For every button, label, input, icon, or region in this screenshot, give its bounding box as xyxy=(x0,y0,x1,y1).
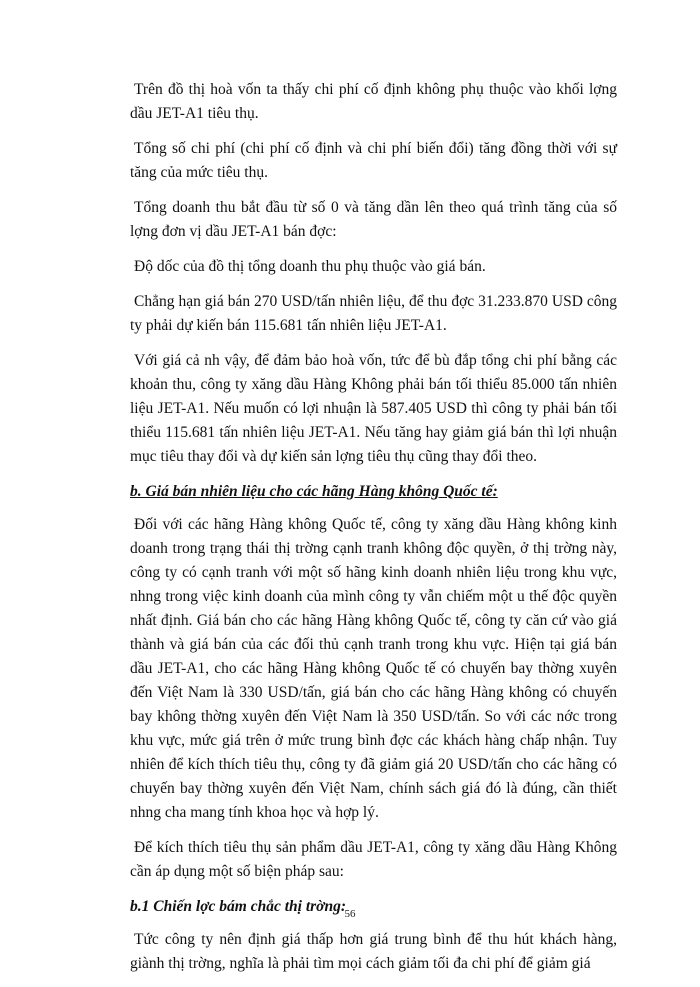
body-text xyxy=(130,78,617,987)
paragraph-example-price: Chẳng hạn giá bán 270 USD/tấn nhiên liệu, để thu đợc 31.233.870 USD công ty phải dự kiến bán 115.681 tấn nhiên liệu JET-A1. xyxy=(130,293,617,334)
paragraph-break-even-volume: Với giá cả nh vậy, để đảm bảo hoà vốn, tức để bù đắp tổng chi phí bằng các khoản thu, công ty xăng dầu Hàng Không phải bán tối thiểu 85.000 tấn nhiên liệu JET-A1. Nếu muốn có lợi nhuận là 587.405 USD thì công ty phải bán tối thiểu 115.681 tấn nhiên liệu JET-A1. Nếu tăng hay giảm giá bán thì lợi nhuận mục tiêu thay đổi và dự kiến sản lợng tiêu thụ cũng thay đổi theo. xyxy=(130,352,617,465)
paragraph-stimulate-consumption: Để kích thích tiêu thụ sản phẩm dầu JET-A1, công ty xăng dầu Hàng Không cần áp dụng một số biện pháp sau: xyxy=(130,839,617,880)
paragraph-total-revenue: Tổng doanh thu bắt đầu từ số 0 và tăng dần lên theo quá trình tăng của số lợng đơn vị dầu JET-A1 bán đợc: xyxy=(130,199,617,240)
paragraph-international-airlines: Đối với các hãng Hàng không Quốc tế, công ty xăng dầu Hàng không kinh doanh trong trạng thái thị trờng cạnh tranh không độc quyền, ở thị trờng này, công ty có cạnh tranh với một số hãng kinh doanh nhiên liệu trong khu vực, nhng trong việc kinh doanh của mình công ty vẫn chiếm một u thế độc quyền nhất định. Giá bán cho các hãng Hàng không Quốc tế, công ty căn cứ vào giá thành và giá bán của các đối thủ cạnh tranh trong khu vực. Hiện tại giá bán dầu JET-A1, cho các hãng Hàng không Quốc tế có chuyến bay thờng xuyên đến Việt Nam là 330 USD/tấn, giá bán cho các hãng Hàng không có chuyến bay không thờng xuyên đến Việt Nam là 350 USD/tấn. So với các nớc trong khu vực, mức giá trên ở mức trung bình đợc các khách hàng chấp nhận. Tuy nhiên để kích thích tiêu thụ, công ty đã giảm giá 20 USD/tấn cho các hãng có chuyến bay thờng xuyên đến Việt Nam, chính sách giá đó là đúng, cần thiết nhng cha mang tính khoa học và hợp lý. xyxy=(130,516,617,821)
paragraph-pricing-strategy: Tức công ty nên định giá thấp hơn giá trung bình để thu hút khách hàng, giành thị trờng, nghĩa là phải tìm mọi cách giảm tối đa chi phí để giảm giá xyxy=(130,931,617,972)
paragraph-total-cost: Tổng số chi phí (chi phí cố định và chi phí biến đổi) tăng đồng thời với sự tăng của mức tiêu thụ. xyxy=(130,140,617,181)
subsection-heading-market-strategy: b.1 Chiến lợc bám chắc thị trờng: xyxy=(130,898,347,915)
paragraph-break-even-fixed-cost: Trên đồ thị hoà vốn ta thấy chi phí cố định không phụ thuộc vào khối lợng dầu JET-A1 tiêu thụ. xyxy=(130,81,617,122)
paragraph-revenue-slope: Độ dốc của đồ thị tổng doanh thu phụ thuộc vào giá bán. xyxy=(134,258,486,275)
section-heading-international-price: b. Giá bán nhiên liệu cho các hãng Hàng không Quốc tế: xyxy=(130,483,498,500)
page-number: 56 xyxy=(344,908,356,920)
